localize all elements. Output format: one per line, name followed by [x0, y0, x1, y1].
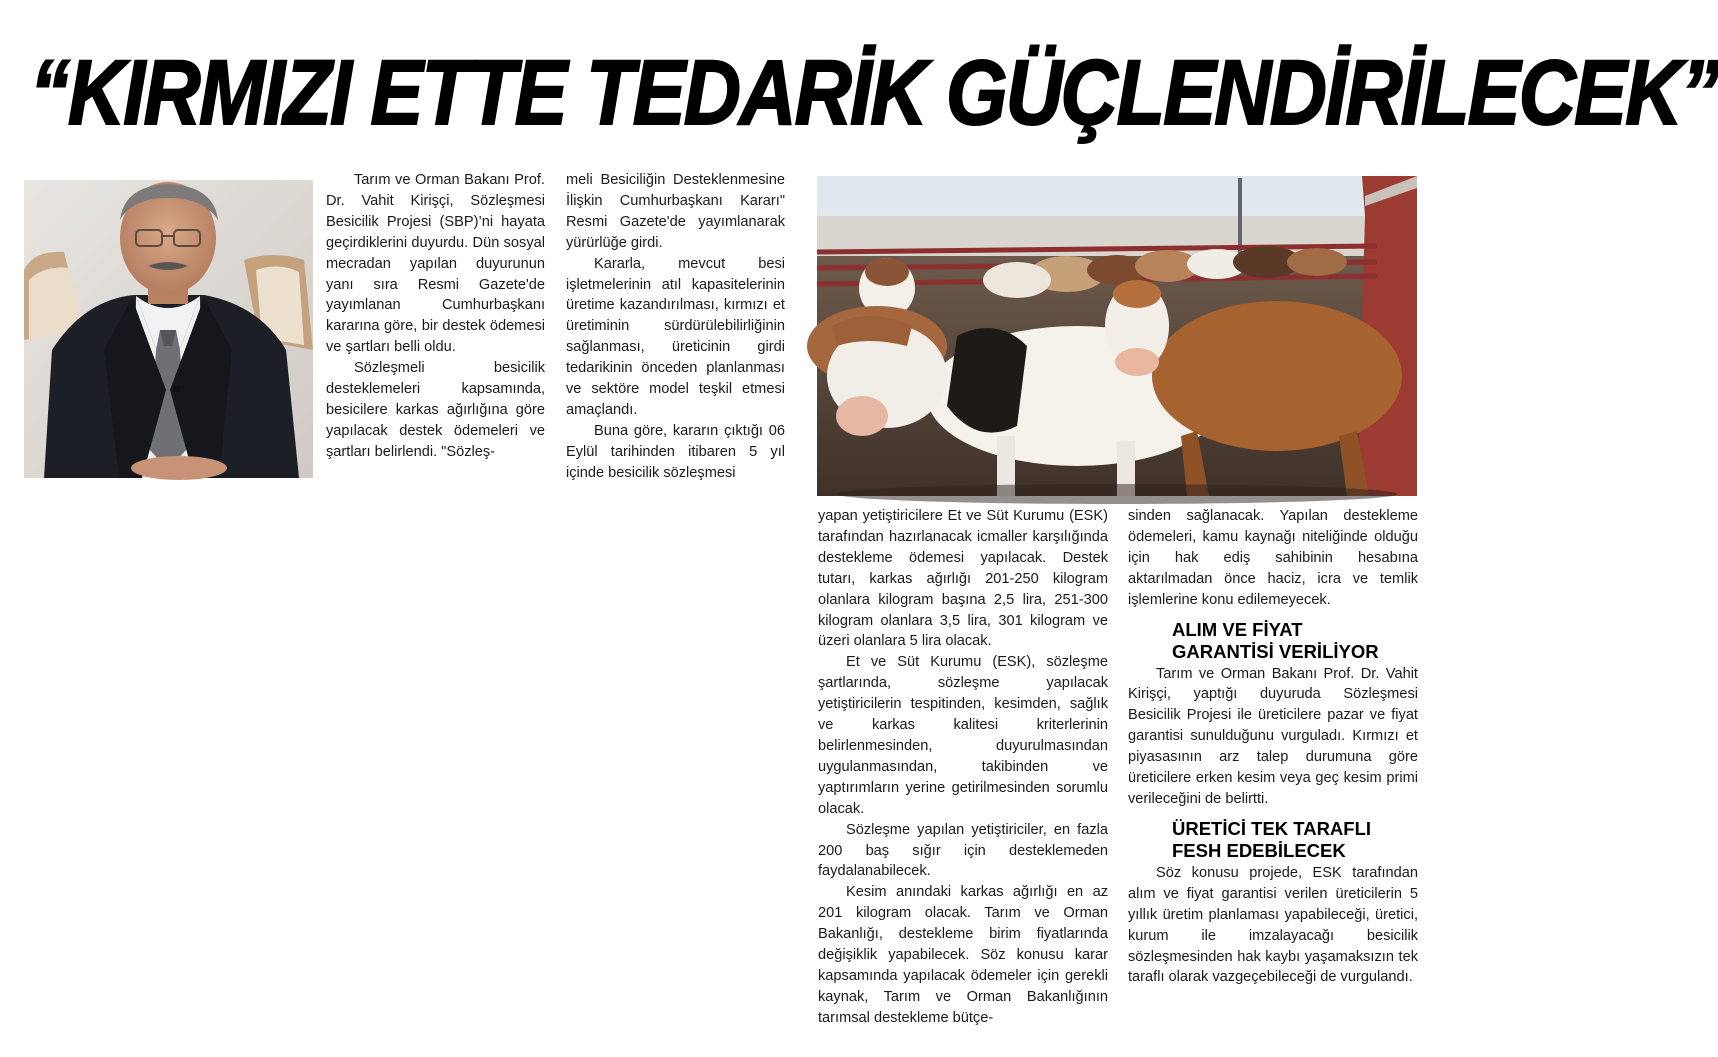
- article-column-3: [818, 506, 1108, 1029]
- article-column-2: [566, 170, 785, 484]
- paragraph: Söz konusu projede, ESK tarafından alım ve fiyat garantisi verilen üreticilerin 5 yıllık üretim planlaması yapabileceği, üretici, kurum ile imzalayacağı besicilik sözleşmesinden hak kaybı yaşamaksızın tek taraflı olarak vazgeçebileceği de vurgulandı.: [1128, 864, 1418, 986]
- paragraph: meli Besiciliğin Desteklenmesine İlişkin Cumhurbaşkanı Kararı" Resmi Gazete'de yayımlanarak yürürlüğe girdi.: [566, 172, 785, 251]
- paragraph: Tarım ve Orman Bakanı Prof. Dr. Vahit Kirişçi, Sözleşmesi Besicilik Projesi (SBP)’ni hayata geçirdiklerini duyurdu. Dün sosyal mecradan yapılan duyurunun yanı sıra Resmi Gazete'de yayımlanan Cumhurbaşkanı kararına göre, bir destek ödemesi ve şartları belli oldu.: [326, 172, 545, 356]
- paragraph: Sözleşme yapılan yetiştiriciler, en fazla 200 baş sığır için desteklemeden faydalanabilecek.: [818, 821, 1108, 880]
- paragraph: Et ve Süt Kurumu (ESK), sözleşme şartlarında, sözleşme yapılacak yetiştiricilerin tespitinden, kesimden, sağlık ve karkas kalitesi kriterlerinin belirlenmesinden, duyurulmasından uygulanmasından, takibinden ve yaptırımların yerine getirilmesinden sorumlu olacak.: [818, 654, 1108, 817]
- subheading-line: ÜRETİCİ TEK TARAFLI: [1172, 817, 1372, 839]
- paragraph: Kararla, mevcut besi işletmelerinin atıl kapasitelerinin üretime kazandırılması, kırmızı et üretiminin sürdürülebilirliğinin sağlanması, üreticinin girdi tedarikinin önceden planlanması ve sektöre model teşkil etmesi amaçlandı.: [566, 255, 785, 418]
- article-column-4: [1128, 506, 1418, 988]
- paragraph: yapan yetiştiricilere Et ve Süt Kurumu (ESK) tarafından hazırlanacak icmaller karşılığında destekleme ödemesi yapılacak. Destek tutarı, karkas ağırlığı 201-250 kilogram olanlara kilogram başına 2,5 lira, 251-300 kilogram olanlara 3,5 lira, 301 kilogram ve üzeri olanlara 5 lira olacak.: [818, 508, 1108, 650]
- paragraph: Buna göre, kararın çıktığı 06 Eylül tarihinden itibaren 5 yıl içinde besicilik sözleşmesi: [566, 422, 785, 481]
- subheading-line: GARANTİSİ VERİLİYOR: [1172, 641, 1379, 663]
- paragraph: Tarım ve Orman Bakanı Prof. Dr. Vahit Kirişçi, yaptığı duyuruda Sözleşmesi Besicilik Projesi ile üreticilere pazar ve fiyat garantisi sunulduğunu vurguladı. Kırmızı et piyasasının arz talep durumuna göre üreticilere erken kesim veya geç kesim primi verileceğini de belirtti.: [1128, 665, 1418, 807]
- subheading-line: FESH EDEBİLECEK: [1172, 840, 1346, 862]
- minister-photo: [24, 180, 313, 478]
- paragraph: sinden sağlanacak. Yapılan destekleme ödemeleri, kamu kaynağı niteliğinde olduğu için hak ediş sahibinin hesabına aktarılmadan önce haciz, icra ve temlik işlemlerine konu edilemeyecek.: [1128, 508, 1418, 608]
- headline: “KIRMIZI ETTE TEDARİK GÜÇLENDİRİLECEK”: [30, 42, 1718, 144]
- subheading-line: ALIM VE FİYAT: [1172, 618, 1303, 640]
- article-column-1: [326, 170, 545, 463]
- paragraph: Kesim anındaki karkas ağırlığı en az 201 kilogram olacak. Tarım ve Orman Bakanlığı, destekleme birim fiyatlarında değişiklik yapabilecek. Söz konusu karar kapsamında yapılacak ödemeler için gerekli kaynak, Tarım ve Orman Bakanlığının tarımsal destekleme bütçe-: [818, 884, 1108, 1026]
- cattle-photo: [817, 176, 1417, 496]
- paragraph: Sözleşmeli besicilik desteklemeleri kapsamında, besicilere karkas ağırlığına göre yapılacak destek ödemeleri ve şartları belirlendi. "Sözleş-: [326, 360, 545, 460]
